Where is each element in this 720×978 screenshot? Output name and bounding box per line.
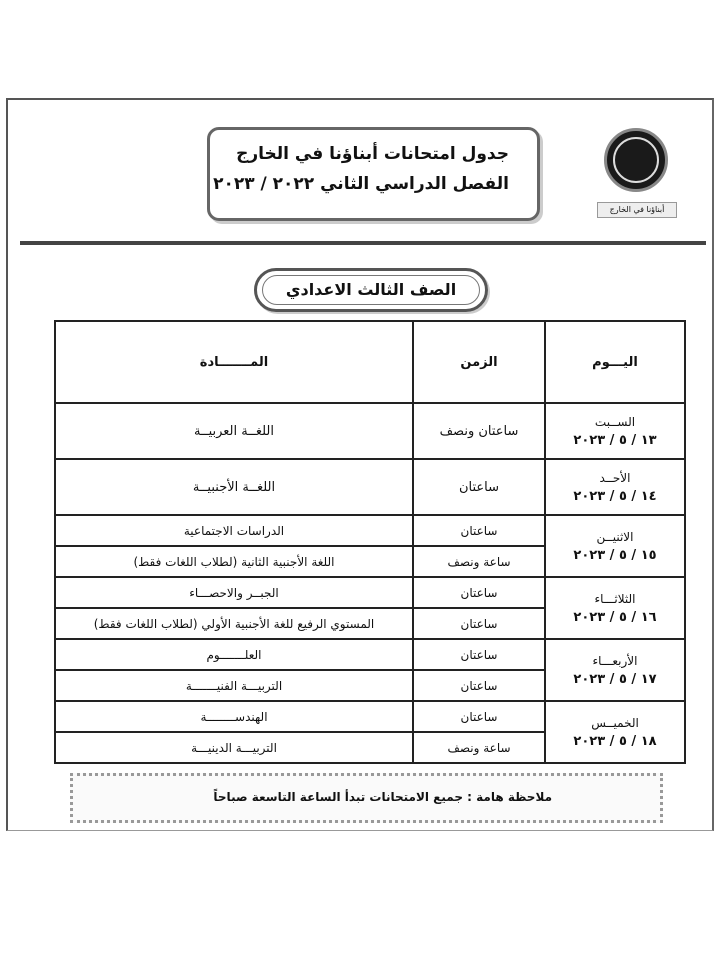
day-name: الأحــد <box>599 470 631 485</box>
header-day: اليـــوم <box>545 321 685 403</box>
table-row <box>55 403 685 459</box>
header-divider <box>20 241 706 245</box>
day-date: ١٧ / ٥ / ٢٠٢٣ <box>573 671 657 687</box>
subject-cell: الهندســــــــة <box>55 701 413 732</box>
exam-schedule-table <box>54 320 686 764</box>
title-box <box>207 127 540 221</box>
table-row <box>55 639 685 670</box>
table-row <box>55 515 685 546</box>
subject-cell: الدراسات الاجتماعية <box>55 515 413 546</box>
day-date: ١٥ / ٥ / ٢٠٢٣ <box>573 547 657 563</box>
duration-cell: ساعتان <box>413 670 545 701</box>
logo-caption: أبناؤنا في الخارج <box>597 202 677 218</box>
day-name: الثلاثـــاء <box>594 591 636 606</box>
duration-cell: ساعتان ونصف <box>413 403 545 459</box>
subject-cell: العلـــــــوم <box>55 639 413 670</box>
subject-cell: اللغة الأجنبية الثانية (لطلاب اللغات فقط) <box>55 546 413 577</box>
subject-cell: التربيـــة الفنيـــــــة <box>55 670 413 701</box>
subject-cell: الجبــر والاحصـــاء <box>55 577 413 608</box>
subject-cell: اللغــة العربيــة <box>55 403 413 459</box>
day-date: ١٨ / ٥ / ٢٠٢٣ <box>573 733 657 749</box>
duration-cell: ساعتان <box>413 459 545 515</box>
day-name: الاثنيــن <box>596 529 634 544</box>
day-date: ١٦ / ٥ / ٢٠٢٣ <box>573 609 657 625</box>
table-header-row <box>55 321 685 403</box>
subject-cell: التربيـــة الدينيـــة <box>55 732 413 763</box>
duration-cell: ساعة ونصف <box>413 546 545 577</box>
day-name: الخميــس <box>591 715 639 730</box>
table-row <box>55 459 685 515</box>
logo-emblem-icon <box>604 128 668 192</box>
day-date: ١٣ / ٥ / ٢٠٢٣ <box>573 432 657 448</box>
header-subject: المـــــــادة <box>55 321 413 403</box>
important-note: ملاحظة هامة : جميع الامتحانات تبدأ الساعة التاسعة صباحاً <box>70 773 663 823</box>
duration-cell: ساعتان <box>413 608 545 639</box>
day-cell <box>545 701 685 763</box>
duration-cell: ساعة ونصف <box>413 732 545 763</box>
duration-cell: ساعتان <box>413 701 545 732</box>
day-cell <box>545 459 685 515</box>
duration-cell: ساعتان <box>413 515 545 546</box>
table-row <box>55 577 685 608</box>
day-date: ١٤ / ٥ / ٢٠٢٣ <box>573 488 657 504</box>
subject-cell: المستوي الرفيع للغة الأجنبية الأولي (لطلاب اللغات فقط) <box>55 608 413 639</box>
table-row <box>55 701 685 732</box>
day-name: الســبت <box>594 414 636 429</box>
page-title: جدول امتحانات أبناؤنا في الخارج <box>236 144 509 164</box>
duration-cell: ساعتان <box>413 577 545 608</box>
grade-label: الصف الثالث الاعدادي <box>262 275 480 305</box>
grade-box <box>254 268 488 312</box>
day-cell <box>545 403 685 459</box>
page-subtitle: الفصل الدراسي الثاني ٢٠٢٢ / ٢٠٢٣ <box>213 174 509 194</box>
day-cell <box>545 639 685 701</box>
subject-cell: اللغــة الأجنبيــة <box>55 459 413 515</box>
day-name: الأربعـــاء <box>592 653 638 668</box>
header-duration: الزمن <box>413 321 545 403</box>
day-cell <box>545 577 685 639</box>
duration-cell: ساعتان <box>413 639 545 670</box>
ministry-logo <box>597 124 677 222</box>
day-cell <box>545 515 685 577</box>
